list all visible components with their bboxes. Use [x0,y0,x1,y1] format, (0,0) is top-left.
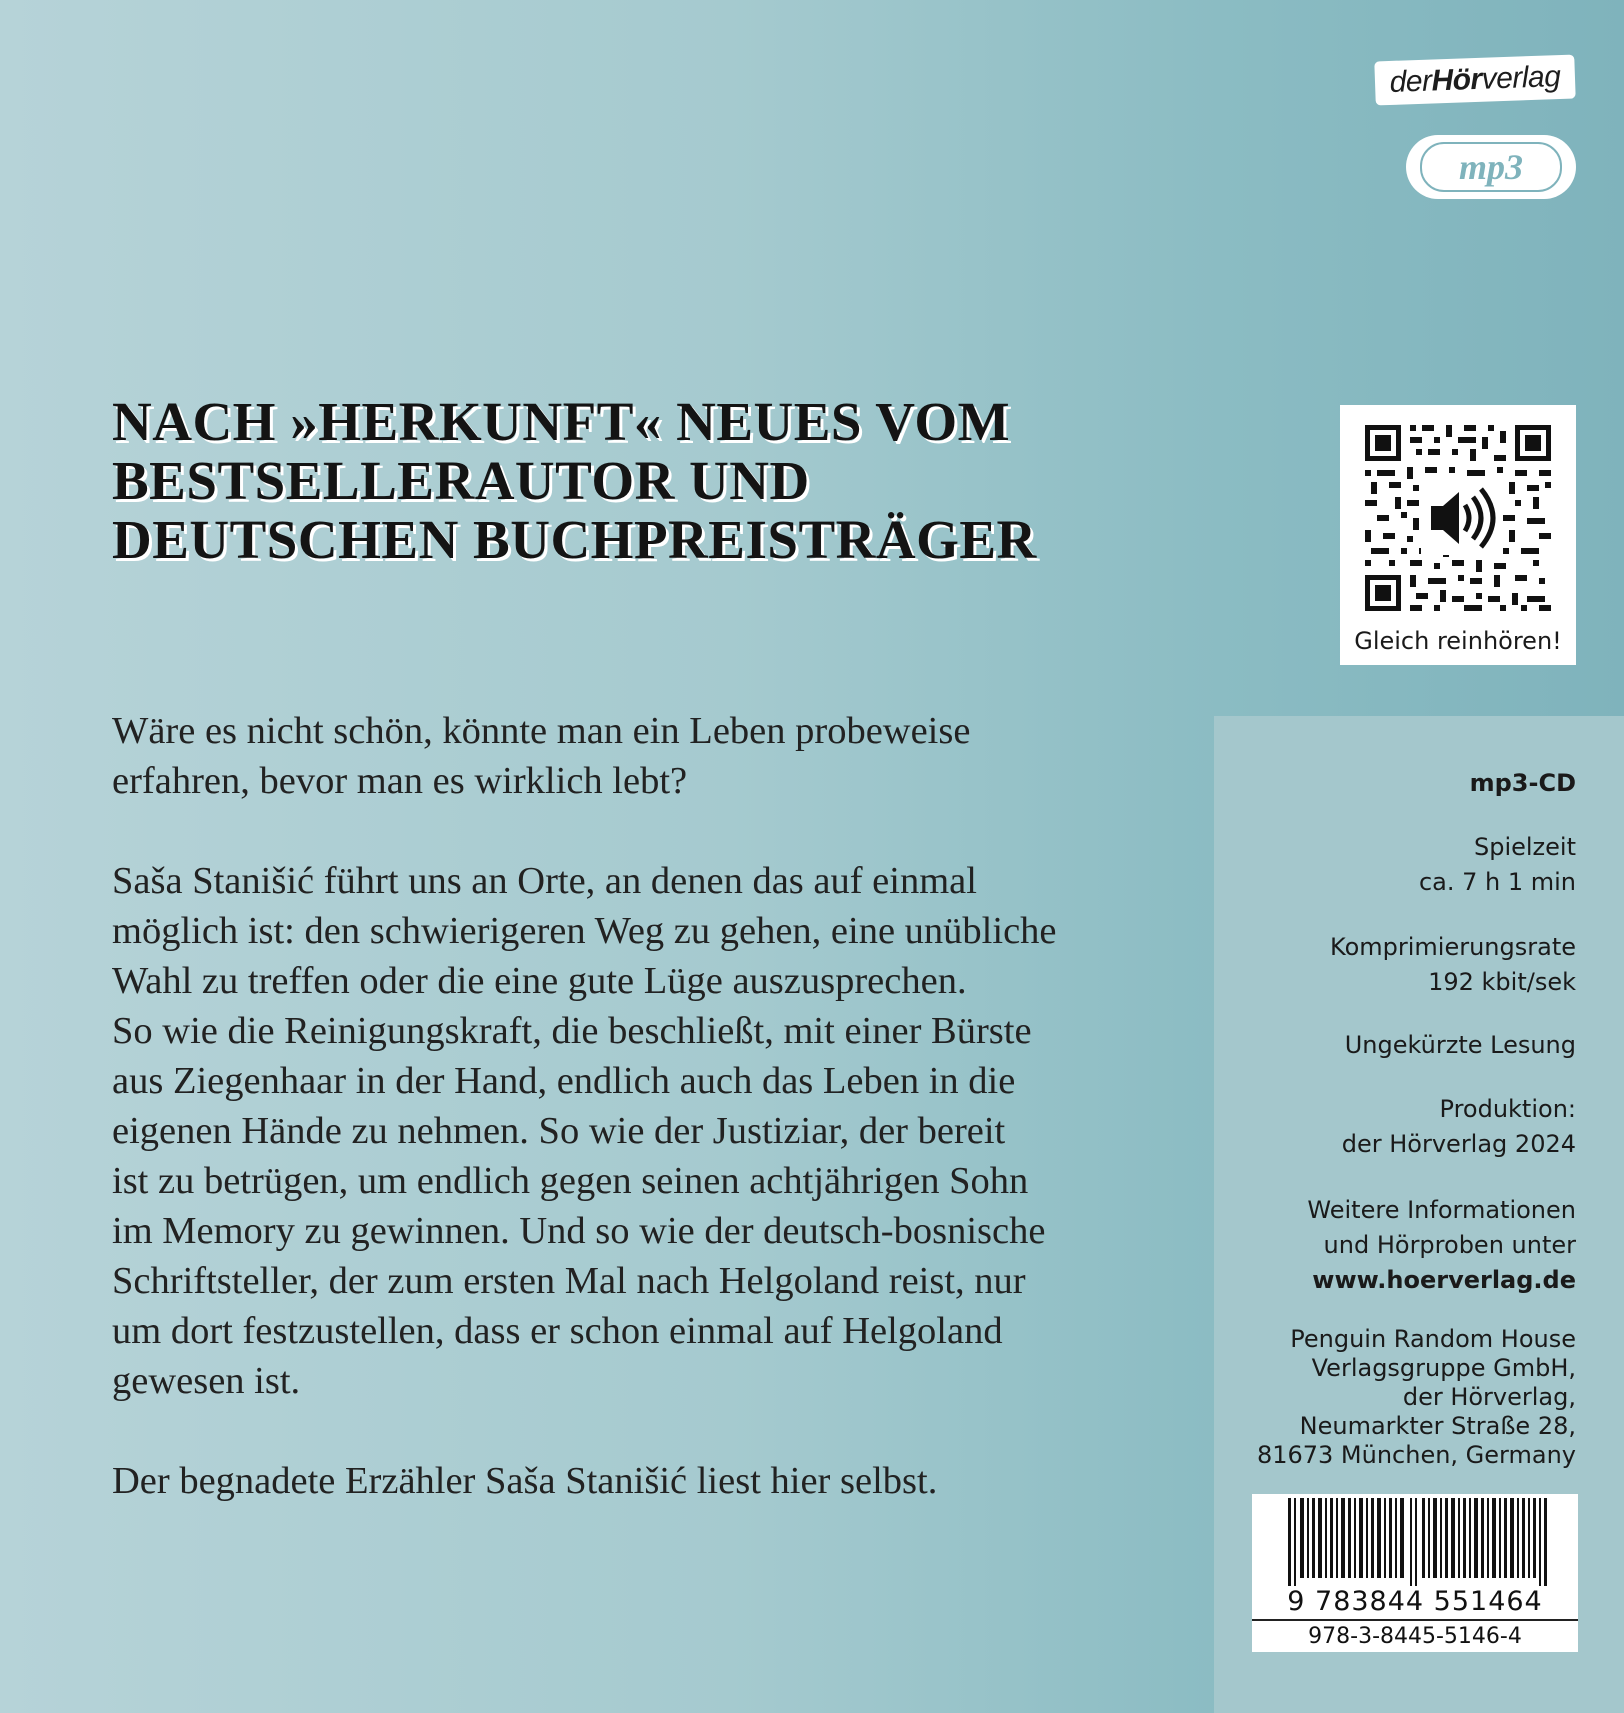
logo-prefix: der [1389,64,1433,99]
production-info [1342,1092,1576,1162]
barcode-digits: 9 783844 551464 [1287,1586,1543,1617]
logo-brand: Hör [1430,62,1483,98]
headline-line-2: BESTSELLERAUTOR UND [112,450,810,511]
playtime-value: ca. 7 h 1 min [1418,868,1576,896]
blurb-line: ist zu betrügen, um endlich gegen seinen achtjährigen Sohn [112,1160,1029,1202]
blurb-line: eigenen Hände zu nehmen. So wie der Justiziar, der bereit [112,1110,1006,1152]
more-info [1307,1193,1576,1298]
blurb [112,706,1152,1506]
playtime-info [1419,830,1576,900]
headline-line-3: DEUTSCHEN BUCHPREISTRÄGER [112,509,1037,570]
headline [112,392,1092,569]
blurb-line: Schriftsteller, der zum ersten Mal nach Helgoland reist, nur [112,1260,1026,1302]
publisher-logo [1374,55,1575,106]
format-label: mp3-CD [1469,769,1576,797]
blurb-line: im Memory zu gewinnen. Und so wie der deutsch-bosnische [112,1210,1046,1252]
playtime-label: Spielzeit [1473,833,1576,861]
qr-code-box[interactable] [1340,405,1576,665]
address-line: Verlagsgruppe GmbH, [1311,1354,1576,1382]
logo-suffix: verlag [1481,60,1561,96]
isbn-number: 978-3-8445-5146-4 [1308,1624,1522,1649]
production-value: der Hörverlag 2024 [1341,1130,1576,1158]
website-link[interactable]: www.hoerverlag.de [1312,1266,1576,1294]
blurb-line: Der begnadete Erzähler Saša Stanišić liest hier selbst. [112,1460,938,1502]
blurb-line: Wahl zu treffen oder die eine gute Lüge auszusprechen. [112,960,967,1002]
blurb-line: möglich ist: den schwierigeren Weg zu gehen, eine unübliche [112,910,1057,952]
barcode-box [1252,1494,1578,1652]
qr-code[interactable] [1365,425,1551,611]
more-info-line-2: und Hörproben unter [1323,1231,1576,1259]
more-info-line-1: Weitere Informationen [1307,1196,1576,1224]
production-label: Produktion: [1439,1095,1576,1123]
address-line: Neumarkter Straße 28, [1299,1412,1576,1440]
mp3-badge [1406,135,1576,199]
compression-value: 192 kbit/sek [1428,968,1576,996]
address-line: Penguin Random House [1290,1325,1576,1353]
blurb-line: So wie die Reinigungskraft, die beschließt, mit einer Bürste [112,1010,1032,1052]
edition-info: Ungekürzte Lesung [1344,1031,1576,1059]
blurb-line: aus Ziegenhaar in der Hand, endlich auch das Leben in die [112,1060,1016,1102]
compression-info [1330,930,1576,1000]
address-line: 81673 München, Germany [1256,1441,1576,1469]
blurb-paragraph-1 [112,706,1152,806]
compression-label: Komprimierungsrate [1330,933,1576,961]
blurb-line: Saša Stanišić führt uns an Orte, an denen das auf einmal [112,860,977,902]
publisher-address [1257,1325,1576,1470]
qr-caption: Gleich reinhören! [1354,627,1562,655]
speaker-icon [1421,481,1495,555]
barcode [1252,1494,1578,1586]
blurb-line: gewesen ist. [112,1360,301,1402]
blurb-paragraph-2 [112,856,1152,1406]
mp3-badge-label: mp3 [1420,142,1562,192]
blurb-paragraph-3 [112,1456,1152,1506]
blurb-line: erfahren, bevor man es wirklich lebt? [112,760,688,802]
blurb-line: Wäre es nicht schön, könnte man ein Leben probeweise [112,710,971,752]
headline-line-1: NACH »HERKUNFT« NEUES VOM [112,391,1011,452]
blurb-line: um dort festzustellen, dass er schon einmal auf Helgoland [112,1310,1003,1352]
address-line: der Hörverlag, [1402,1383,1576,1411]
divider [1252,1619,1578,1621]
